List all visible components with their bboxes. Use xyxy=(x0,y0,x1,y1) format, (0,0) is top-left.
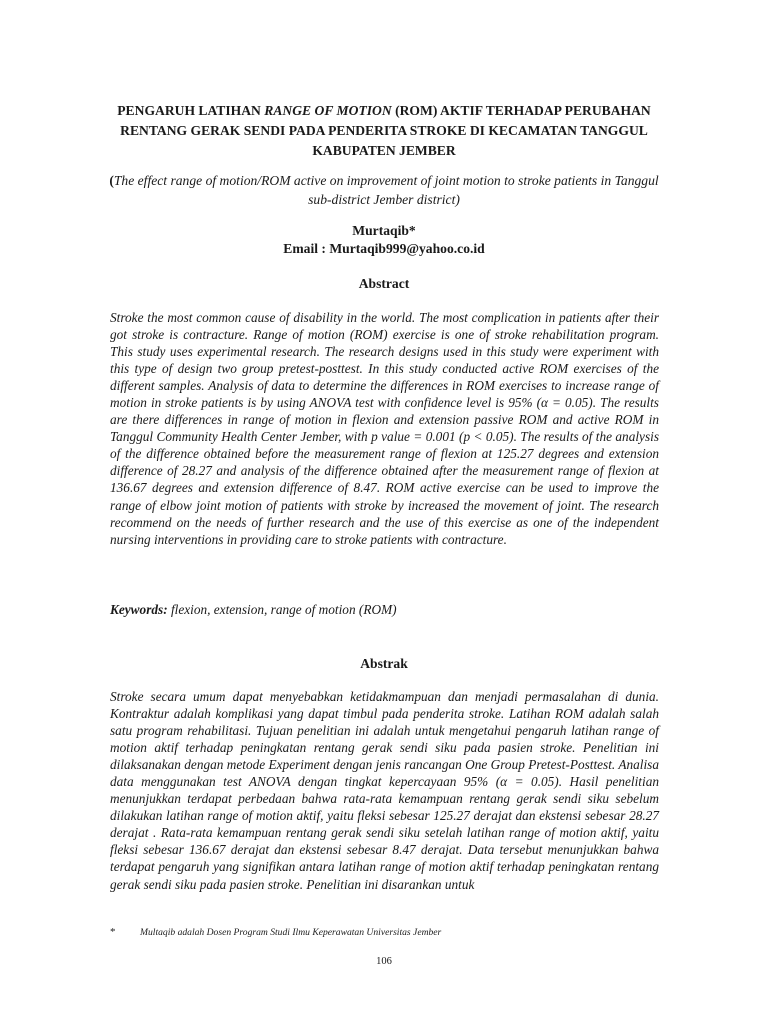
author-name: Murtaqib* xyxy=(352,223,416,238)
author-email: Email : Murtaqib999@yahoo.co.id xyxy=(283,241,485,256)
footnote xyxy=(110,925,659,940)
title-line-1-suffix: (ROM) AKTIF TERHADAP PERUBAHAN xyxy=(391,103,651,118)
abstract-body: Stroke the most common cause of disability in the world. The most complication in patients after their got stroke is contracture. Range of motion (ROM) exercise is one of stroke rehabilitation program. This study uses experimental research. The research designs used in this study were experiment with this type of design two group pretest-posttest. In this study conducted active ROM exercises of the different samples. Analysis of data to determine the differences in ROM exercises to increase range of motion in stroke patients is by using ANOVA test with confidence level is 95% (α = 0.05). The results are there differences in range of motion in flexion and extension passive ROM and active ROM in Tanggul Community Health Center Jember, with p value = 0.001 (p < 0.05). The results of the analysis of the difference obtained before the measurement range of flexion at 125.27 degrees and extension difference of 28.27 and analysis of the difference obtained after the measurement range of flexion at 136.67 degrees and extension difference of 8.47. ROM active exercise can be used to improve the range of elbow joint motion of patients with stroke by increased the movement of joint. The research recommend on the needs of further research and the use of this exercise as one of the independent nursing interventions in providing care to stroke patients with contracture. xyxy=(110,310,659,547)
subtitle-open-paren: ( xyxy=(109,173,114,188)
footnote-mark: * xyxy=(110,926,116,938)
abstrak-heading: Abstrak xyxy=(360,656,408,671)
keywords xyxy=(110,601,659,619)
title-line-1 xyxy=(108,101,660,121)
title-line-1-prefix: PENGARUH LATIHAN xyxy=(117,103,265,118)
abstract-heading: Abstract xyxy=(358,276,410,291)
footnote-text: Multaqib adalah Dosen Program Studi Ilmu Keperawatan Universitas Jember xyxy=(140,927,442,938)
paper-title xyxy=(108,101,660,161)
title-line-2: RENTANG GERAK SENDI PADA PENDERITA STROKE DI KECAMATAN TANGGUL xyxy=(120,123,648,138)
english-title xyxy=(108,171,660,209)
keywords-label: Keywords: xyxy=(110,602,168,617)
subtitle-close-paren: ) xyxy=(455,192,460,207)
keywords-text: flexion, extension, range of motion (ROM) xyxy=(167,602,397,617)
title-line-1-italic: RANGE OF MOTION xyxy=(264,103,392,118)
abstrak-body: Stroke secara umum dapat menyebabkan ketidakmampuan dan menjadi permasalahan di dunia. Kontraktur adalah komplikasi yang dapat timbul pada penderita stroke. Latihan ROM adalah salah satu program rehabilitasi. Tujuan penelitian ini adalah untuk mengetahui pengaruh latihan range of motion aktif terhadap peningkatan rentang gerak sendi siku pada pasien stroke. Penelitian ini dilaksanakan dengan metode Experiment dengan jenis rancangan One Group Pretest-Posttest. Analisa data menggunakan test ANOVA dengan tingkat kepercayaan 95% (α = 0.05). Hasil penelitian menunjukkan terdapat perbedaan bahwa rata-rata kemampuan rentang gerak sendi siku sebelum dilakukan latihan range of motion aktif, yaitu fleksi sebesar 125.27 derajat dan ekstensi sebesar 28.27 derajat . Rata-rata kemampuan rentang gerak sendi siku setelah latihan range of motion aktif, yaitu fleksi sebesar 136.67 derajat dan ekstensi sebesar 8.47 derajat. Data tersebut menunjukkan bahwa terdapat pengaruh yang signifikan antara latihan range of motion aktif terhadap peningkatan rentang gerak sendi siku pada pasien stroke. Penelitian ini disarankan untuk xyxy=(110,689,659,892)
page-number: 106 xyxy=(376,956,392,967)
title-line-3: KABUPATEN JEMBER xyxy=(312,143,456,158)
subtitle-text: The effect range of motion/ROM active on improvement of joint motion to stroke patients in Tanggul sub-district Jember district xyxy=(113,173,659,207)
